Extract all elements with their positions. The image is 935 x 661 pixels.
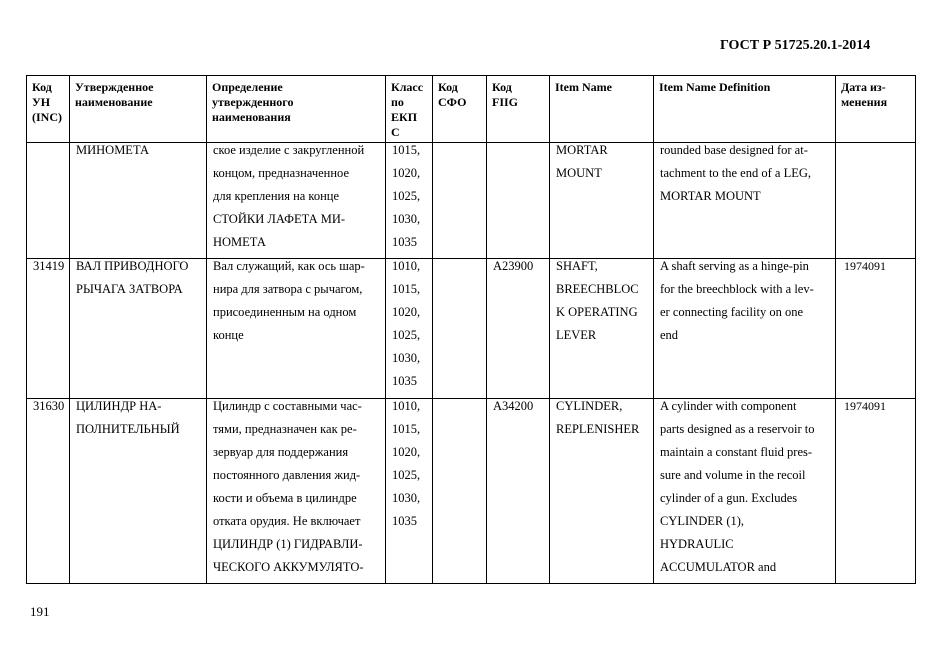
cell-line: 1015, <box>392 422 421 436</box>
col-header-line: Утвержденное <box>75 80 154 94</box>
definition-cell <box>207 259 386 399</box>
cell-line: ЦИЛИНДР НА- <box>76 399 162 413</box>
cell-line: Вал служащий, как ось шар- <box>213 259 365 273</box>
col-header-line: утвержденного <box>212 95 294 109</box>
cell-line: for the breechblock with a lev- <box>660 282 814 296</box>
col-header-line: Код <box>32 80 52 94</box>
cell-line: 1035 <box>392 374 417 388</box>
col-header-line: Код <box>492 80 512 94</box>
item-name-cell <box>550 399 654 584</box>
col-header-line: наименования <box>212 110 291 124</box>
item-name-definition-cell <box>654 399 836 584</box>
fiig-code-cell <box>487 143 550 259</box>
col-header-change-date <box>836 76 916 143</box>
sfo-code-cell <box>433 399 487 584</box>
cell-line: 1020, <box>392 166 421 180</box>
cell-line: ACCUMULATOR and <box>660 560 777 574</box>
document-standard-header: ГОСТ Р 51725.20.1-2014 <box>720 38 871 53</box>
col-header-line: Код <box>438 80 458 94</box>
cell-line: MORTAR MOUNT <box>660 189 761 203</box>
cell-line: 1030, <box>392 491 421 505</box>
col-header-definition <box>207 76 386 143</box>
cell-line: end <box>660 328 679 342</box>
cell-line: CYLINDER, <box>556 399 623 413</box>
cell-line: конце <box>213 328 244 342</box>
cell-line: РЫЧАГА ЗАТВОРА <box>76 282 183 296</box>
fiig-code-cell <box>487 399 550 584</box>
inc-code-cell-text: 31630 <box>33 399 65 413</box>
cell-line: 1025, <box>392 468 421 482</box>
col-header-fiig-code <box>487 76 550 143</box>
change-date-cell-text: 1974091 <box>844 259 886 273</box>
cell-line: постоянного давления жид- <box>213 468 361 482</box>
cell-line: 1035 <box>392 235 417 249</box>
item-name-definition-cell <box>654 143 836 259</box>
cell-line: для крепления на конце <box>213 189 340 203</box>
col-header-line: Класс <box>391 80 424 94</box>
cell-line: ЦИЛИНДР (1) ГИДРАВЛИ- <box>213 537 363 551</box>
cell-line: присоединенным на одном <box>213 305 357 319</box>
change-date-cell <box>836 399 916 584</box>
col-header-sfo-code <box>433 76 487 143</box>
col-header-code-inc <box>27 76 70 143</box>
change-date-cell <box>836 259 916 399</box>
inc-code-cell-text: 31419 <box>33 259 65 273</box>
col-header-line: (INC) <box>32 110 62 124</box>
col-header-class <box>386 76 433 143</box>
cell-line: 1025, <box>392 189 421 203</box>
col-header-line: Item Name Definition <box>659 80 771 94</box>
cell-line: ВАЛ ПРИВОДНОГО <box>76 259 189 273</box>
fiig-code-cell-text: A34200 <box>493 399 534 413</box>
definition-cell <box>207 399 386 584</box>
table-row <box>27 399 916 584</box>
change-date-cell-text: 1974091 <box>844 399 886 413</box>
cell-line: rounded base designed for at- <box>660 143 808 157</box>
sfo-code-cell <box>433 143 487 259</box>
cell-line: МИНОМЕТА <box>76 143 149 157</box>
class-cell <box>386 143 433 259</box>
fiig-code-cell-text: A23900 <box>493 259 534 273</box>
table-row <box>27 143 916 259</box>
cell-line: BREECHBLOC <box>556 282 639 296</box>
cell-line: тями, предназначен как ре- <box>213 422 357 436</box>
class-cell <box>386 399 433 584</box>
cell-line: 1015, <box>392 143 421 157</box>
fiig-code-cell <box>487 259 550 399</box>
inc-code-cell <box>27 399 70 584</box>
col-header-line: Дата из- <box>841 80 886 94</box>
cell-line: tachment to the end of a LEG, <box>660 166 811 180</box>
approved-name-cell <box>70 143 207 259</box>
cell-line: parts designed as a reservoir to <box>660 422 815 436</box>
cell-line: 1030, <box>392 212 421 226</box>
cell-line: maintain a constant fluid pres- <box>660 445 813 459</box>
item-name-cell <box>550 259 654 399</box>
cell-line: нира для затвора с рычагом, <box>213 282 363 296</box>
cell-line: Цилиндр с составными час- <box>213 399 362 413</box>
cell-line: sure and volume in the recoil <box>660 468 806 482</box>
cell-line: ПОЛНИТЕЛЬНЫЙ <box>76 422 180 436</box>
item-name-definition-cell <box>654 259 836 399</box>
inc-code-cell <box>27 259 70 399</box>
cell-line: A cylinder with component <box>660 399 797 413</box>
cell-line: REPLENISHER <box>556 422 640 436</box>
class-cell <box>386 259 433 399</box>
definition-cell <box>207 143 386 259</box>
cell-line: MOUNT <box>556 166 602 180</box>
col-header-approved-name <box>70 76 207 143</box>
col-header-line: УН <box>32 95 51 109</box>
cell-line: MORTAR <box>556 143 608 157</box>
cell-line: 1035 <box>392 514 417 528</box>
cell-line: HYDRAULIC <box>660 537 734 551</box>
cell-line: НОМЕТА <box>213 235 266 249</box>
cell-line: 1020, <box>392 445 421 459</box>
approved-name-cell <box>70 259 207 399</box>
cell-line: 1020, <box>392 305 421 319</box>
col-header-line: наименование <box>75 95 153 109</box>
col-header-line: по <box>391 95 404 109</box>
header-row <box>27 76 916 143</box>
cell-line: LEVER <box>556 328 597 342</box>
cell-line: 1010, <box>392 259 421 273</box>
col-header-line: СФО <box>438 95 467 109</box>
col-header-line: ЕКП <box>391 110 418 124</box>
cell-line: 1015, <box>392 282 421 296</box>
cell-line: ЧЕСКОГО АККУМУЛЯТО- <box>213 560 364 574</box>
sfo-code-cell <box>433 259 487 399</box>
cell-line: CYLINDER (1), <box>660 514 745 528</box>
col-header-line: менения <box>841 95 888 109</box>
cell-line: отката орудия. Не включает <box>213 514 361 528</box>
cell-line: 1025, <box>392 328 421 342</box>
cell-line: СТОЙКИ ЛАФЕТА МИ- <box>213 212 346 226</box>
table-row <box>27 259 916 399</box>
item-name-cell <box>550 143 654 259</box>
cell-line: кости и объема в цилиндре <box>213 491 357 505</box>
col-header-line: Определение <box>212 80 283 94</box>
cell-line: K OPERATING <box>556 305 638 319</box>
cell-line: cylinder of a gun. Excludes <box>660 491 798 505</box>
col-header-item-name-definition <box>654 76 836 143</box>
cell-line: концом, предназначенное <box>213 166 349 180</box>
col-header-line: С <box>391 125 400 139</box>
approved-name-cell <box>70 399 207 584</box>
cell-line: er connecting facility on one <box>660 305 803 319</box>
cell-line: ское изделие с закругленной <box>213 143 365 157</box>
col-header-item-name <box>550 76 654 143</box>
cell-line: зервуар для поддержания <box>213 445 349 459</box>
catalog-table <box>26 75 916 584</box>
cell-line: A shaft serving as a hinge-pin <box>660 259 809 273</box>
change-date-cell <box>836 143 916 259</box>
cell-line: SHAFT, <box>556 259 598 273</box>
cell-line: 1010, <box>392 399 421 413</box>
col-header-line: FIIG <box>492 95 519 109</box>
page-number: 191 <box>30 604 50 619</box>
col-header-line: Item Name <box>555 80 612 94</box>
cell-line: 1030, <box>392 351 421 365</box>
inc-code-cell <box>27 143 70 259</box>
